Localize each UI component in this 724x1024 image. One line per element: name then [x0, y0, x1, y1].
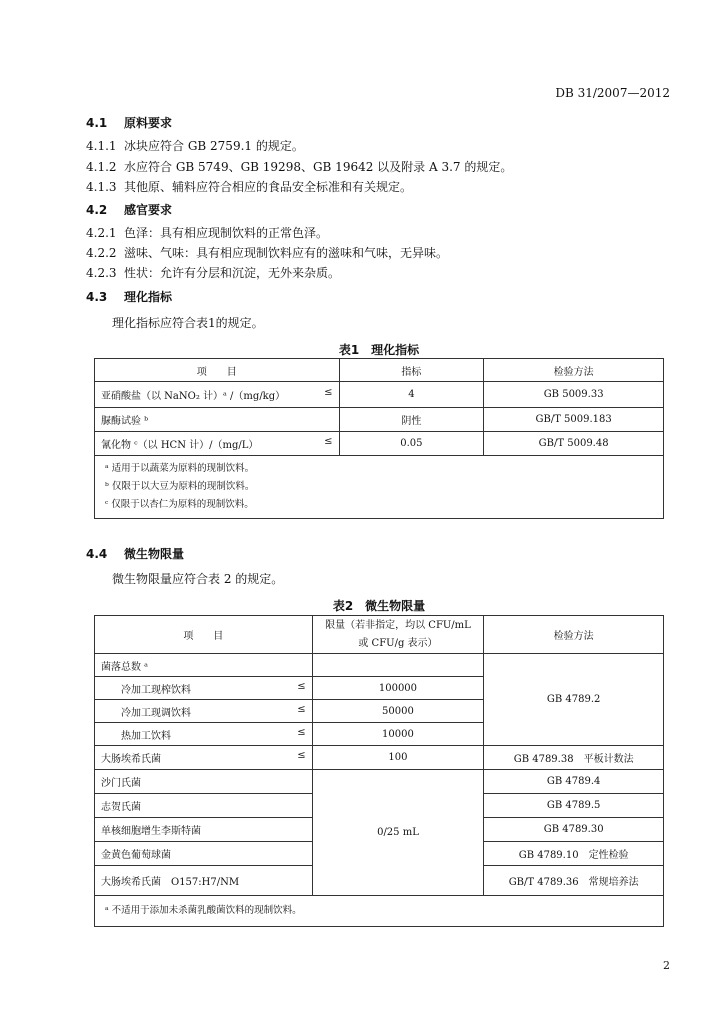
table-1	[94, 358, 664, 519]
clause-number: 4.2.3	[86, 266, 117, 280]
table-note: ᵇ 仅限于以大豆为原料的现制饮料。	[105, 481, 255, 492]
section-4-3	[86, 288, 172, 306]
clause-4-2-3	[86, 264, 340, 282]
table-cell-value: 50000	[312, 700, 484, 723]
clause-text: 冰块应符合 GB 2759.1 的规定。	[124, 139, 304, 153]
section-title: 原料要求	[124, 116, 173, 130]
table-cell-value: 100000	[312, 677, 484, 700]
table-note: ᵃ 不适用于添加未杀菌乳酸菌饮料的现制饮料。	[95, 896, 664, 927]
clause-text: 其他原、辅料应符合相应的食品安全标准和有关规定。	[124, 180, 413, 194]
section-number: 4.4	[86, 547, 108, 561]
table-caption: 表1 理化指标	[338, 343, 420, 357]
table-caption: 表2 微生物限量	[332, 599, 426, 613]
clause-4-1-1	[86, 137, 304, 155]
document-number: DB 31/2007—2012	[555, 86, 670, 100]
table-2	[94, 615, 664, 927]
table-header-method: 检验方法	[484, 616, 664, 654]
section-title: 感官要求	[124, 203, 173, 217]
table-cell-method: GB 4789.10 定性检验	[484, 842, 664, 866]
table-cell-item: 脲酶试验 ᵇ	[95, 408, 340, 432]
clause-text: 性状：允许有分层和沉淀，无外来杂质。	[124, 266, 341, 280]
table-cell-method: GB 4789.2	[484, 654, 664, 746]
table-cell-item: 大肠埃希氏菌 O157:H7/NM	[95, 866, 313, 896]
clause-number: 4.1.1	[86, 139, 117, 153]
table-header-limit: 限量（若非指定，均以 CFU/mL 或 CFU/g 表示）	[312, 616, 484, 654]
table-cell-item: 氰化物 ᶜ（以 HCN 计）/（mg/L） ≤	[95, 432, 340, 456]
table-cell-method: GB/T 4789.36 常规培养法	[484, 866, 664, 896]
table-cell-value: 4	[339, 382, 484, 408]
clause-4-2-2	[86, 244, 448, 262]
clause-number: 4.1.3	[86, 180, 117, 194]
clause-number: 4.1.2	[86, 160, 117, 174]
table-cell-method: GB 4789.4	[484, 770, 664, 794]
table-cell-method: GB 5009.33	[484, 382, 664, 408]
section-number: 4.1	[86, 116, 108, 130]
table-cell-value: 0/25 mL	[312, 770, 484, 896]
table-header-index: 指标	[339, 359, 484, 382]
table-cell-value: 100	[312, 746, 484, 770]
section-4-2	[86, 201, 172, 219]
table-cell-value: 0.05	[339, 432, 484, 456]
table-header-method: 检验方法	[484, 359, 664, 382]
section-4-1	[86, 114, 172, 132]
table-cell-item: 金黄色葡萄球菌	[95, 842, 313, 866]
table-header-item: 项 目	[95, 359, 340, 382]
clause-text: 滋味、气味：具有相应现制饮料应有的滋味和气味，无异味。	[124, 246, 449, 260]
table-cell-empty	[312, 654, 484, 677]
section-title: 理化指标	[124, 290, 173, 304]
table-cell-item: 志贺氏菌	[95, 794, 313, 818]
clause-4-2-1	[86, 224, 328, 242]
table-cell-item: 冷加工现榨饮料 ≤	[95, 677, 313, 700]
table-notes	[95, 456, 664, 519]
table-cell-method: GB 4789.38 平板计数法	[484, 746, 664, 770]
clause-text: 色泽：具有相应现制饮料的正常色泽。	[124, 226, 329, 240]
page-number: 2	[663, 959, 670, 972]
table-cell-method: GB 4789.5	[484, 794, 664, 818]
table-cell-item: 菌落总数 ᵃ	[95, 654, 313, 677]
table-note: ᶜ 仅限于以杏仁为原料的现制饮料。	[105, 499, 254, 510]
table-note: ᵃ 适用于以蔬菜为原料的现制饮料。	[105, 463, 255, 474]
table-cell-item: 大肠埃希氏菌 ≤	[95, 746, 313, 770]
clause-4-1-2	[86, 158, 512, 176]
table-cell-item: 冷加工现调饮料 ≤	[95, 700, 313, 723]
table-header-item: 项 目	[95, 616, 313, 654]
clause-number: 4.2.1	[86, 226, 117, 240]
section-number: 4.2	[86, 203, 108, 217]
table-cell-value: 阴性	[339, 408, 484, 432]
section-intro: 微生物限量应符合表 2 的规定。	[112, 572, 284, 586]
table-cell-value: 10000	[312, 723, 484, 746]
section-number: 4.3	[86, 290, 108, 304]
clause-4-1-3	[86, 178, 412, 196]
section-intro: 理化指标应符合表1的规定。	[112, 316, 264, 330]
table-cell-item: 热加工饮料 ≤	[95, 723, 313, 746]
table-cell-method: GB/T 5009.48	[484, 432, 664, 456]
clause-number: 4.2.2	[86, 246, 117, 260]
table-cell-item: 单核细胞增生李斯特菌	[95, 818, 313, 842]
table-cell-item: 沙门氏菌	[95, 770, 313, 794]
clause-text: 水应符合 GB 5749、GB 19298、GB 19642 以及附录 A 3.7 的规定。	[124, 160, 513, 174]
table-cell-item: 亚硝酸盐（以 NaNO₂ 计）ᵃ /（mg/kg） ≤	[95, 382, 340, 408]
section-4-4	[86, 545, 184, 563]
table-cell-method: GB 4789.30	[484, 818, 664, 842]
section-title: 微生物限量	[124, 547, 185, 561]
table-cell-method: GB/T 5009.183	[484, 408, 664, 432]
